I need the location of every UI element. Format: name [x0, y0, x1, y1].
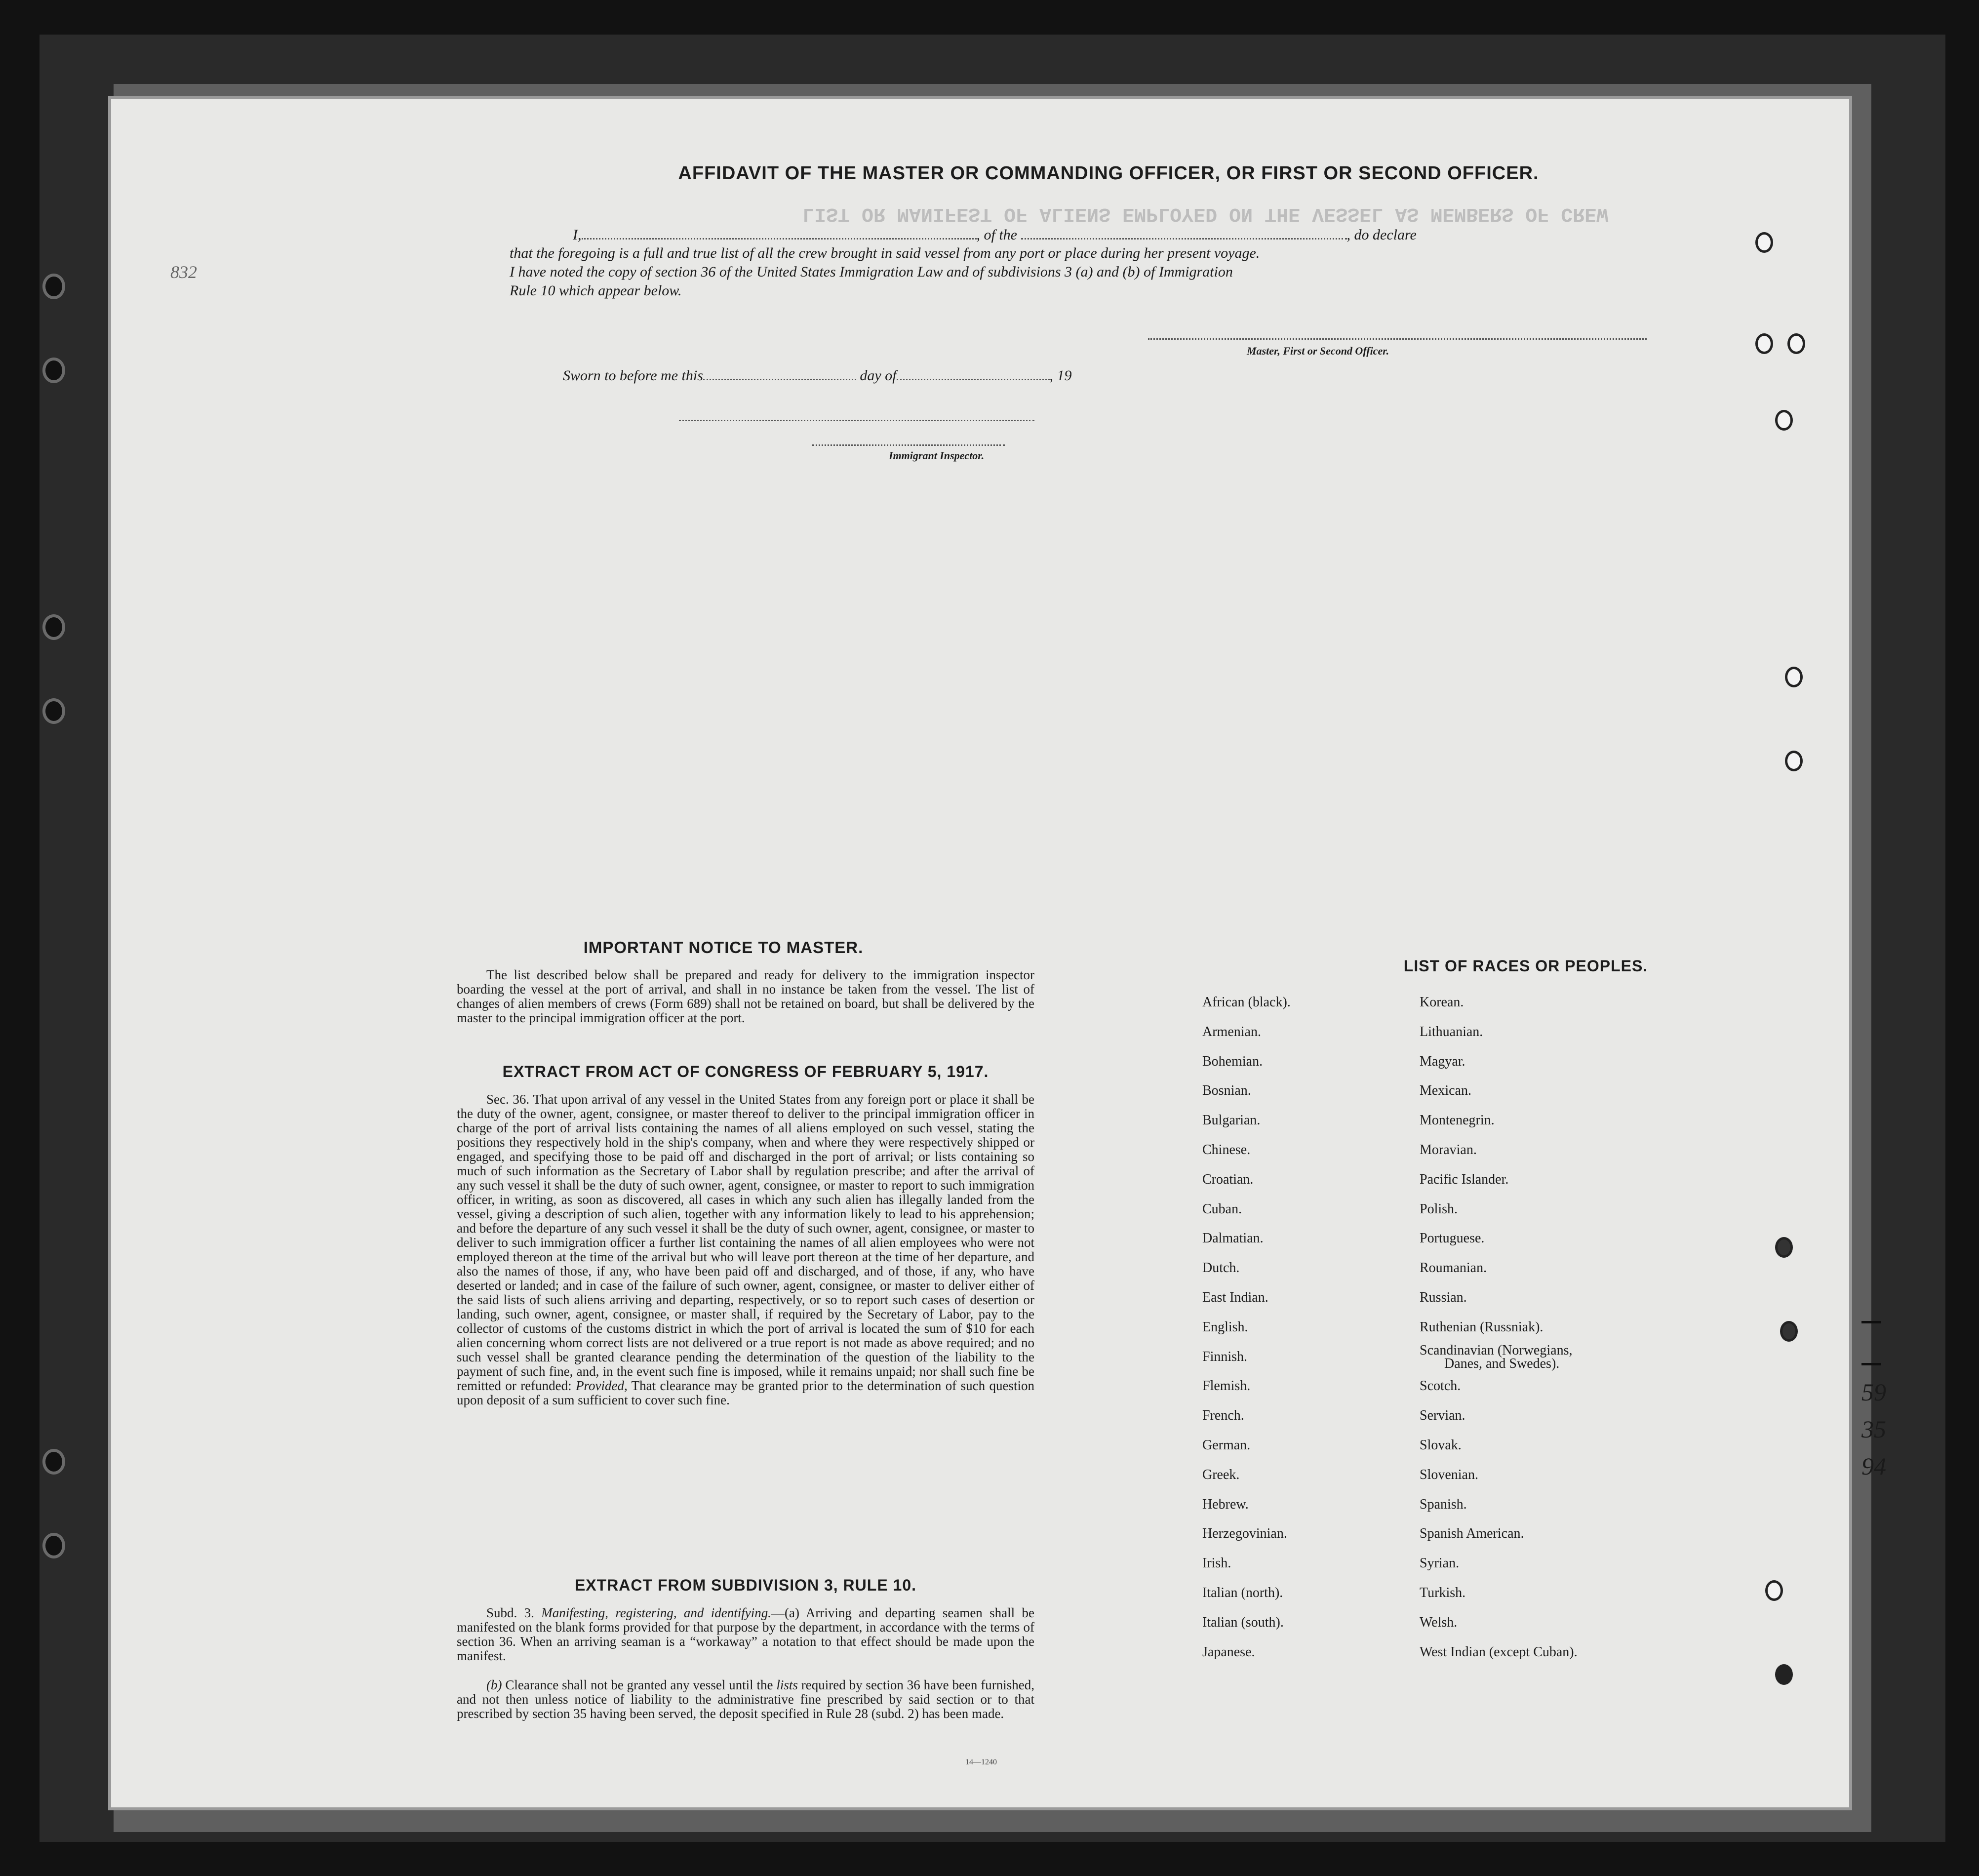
- race-item: Bosnian.: [1202, 1083, 1251, 1099]
- race-item: Japanese.: [1202, 1644, 1255, 1660]
- inspector-signature-line-2: [812, 444, 1005, 446]
- notice-heading: IMPORTANT NOTICE TO MASTER.: [583, 938, 864, 957]
- races-heading: LIST OF RACES OR PEOPLES.: [1403, 957, 1648, 975]
- inspector-signature-label: Immigrant Inspector.: [889, 449, 985, 462]
- race-item: Montenegrin.: [1420, 1113, 1495, 1128]
- section-label: Sec. 36.: [486, 1092, 530, 1107]
- bleed-through-header: LIST OR MANIFEST OF ALIENS EMPLOYED ON THE VESSEL AS MEMBERS OF CREW: [802, 202, 1609, 225]
- race-item: Irish.: [1202, 1556, 1231, 1571]
- punch-ring: [1755, 333, 1773, 354]
- stamp-number: 832: [170, 262, 197, 282]
- race-item: Slovenian.: [1420, 1467, 1478, 1482]
- punch-ring: [1765, 1580, 1783, 1601]
- affidavit-line-4: Rule 10 which appear below.: [510, 282, 682, 299]
- margin-number: 35: [1861, 1415, 1886, 1443]
- affidavit-line-3: I have noted the copy of section 36 of the United States Immigration Law and of subdivisions 3 (a) and (b) of Immigration: [510, 264, 1233, 280]
- rule-subdivision-b: (b) Clearance shall not be granted any vessel until the lists required by section 36 have been furnished, and not then unless notice of liability to the administrative fine prescribed by said section or to that prescribed by section 35 having been served, the deposit specified in Rule 28 (subd. 2) has been made.: [457, 1677, 1034, 1721]
- race-item: Flemish.: [1202, 1378, 1251, 1394]
- race-item: Spanish.: [1420, 1496, 1467, 1512]
- race-item: Bulgarian.: [1202, 1113, 1261, 1128]
- punch-ring: [1785, 667, 1803, 687]
- race-item: Scandinavian (Norwegians, Danes, and Swedes).: [1420, 1342, 1573, 1371]
- race-item: Armenian.: [1202, 1024, 1261, 1039]
- master-signature-label: Master, First or Second Officer.: [1247, 345, 1389, 357]
- affidavit-line-2: that the foregoing is a full and true list of all the crew brought in said vessel from any port or place during her present voyage.: [510, 245, 1260, 261]
- race-item: Roumanian.: [1420, 1260, 1487, 1276]
- races-list-right: [1420, 988, 1578, 1667]
- race-item: Italian (south).: [1202, 1614, 1284, 1630]
- inspector-signature-line: [679, 420, 1034, 421]
- race-item: Turkish.: [1420, 1585, 1466, 1600]
- race-item: Welsh.: [1420, 1614, 1458, 1630]
- race-item: Mexican.: [1420, 1083, 1471, 1099]
- master-signature-line: [1148, 338, 1647, 340]
- race-item: Cuban.: [1202, 1201, 1242, 1217]
- punch-ring: [1787, 333, 1805, 354]
- punch-ring: [1775, 1664, 1793, 1685]
- race-item: Syrian.: [1420, 1556, 1460, 1571]
- section-36-text: Sec. 36. That upon arrival of any vessel in the United States from any foreign port or place it shall be the duty of the owner, agent, consignee, or master thereof to deliver to the principal immigration officer in charge of the port of arrival lists containing the names of all aliens employed on such vessel, stating the positions they respectively hold in the ship's company, when and where they were respectively shipped or engaged, and specifying those to be paid off and discharged in the port of arrival; or lists containing so much of such information as the Secretary of Labor shall by regulation prescribe; and after the arrival of any such vessel it shall be the duty of such owner, agent, consignee, or master to report to such immigration officer, in writing, as soon as discovered, all cases in which any such alien has illegally landed from the vessel, giving a description of such alien, together with any information likely to lead to his apprehension; and before the departure of any such vessel it shall be the duty of such owner, agent, consignee, or master to deliver to such immigration officer a further list containing the names of all alien employees who were not employed thereon at the time of the arrival but who will leave port thereon at the time of her departure, and also the names of those, if any, who have been paid off and discharged, and of those, if any, who have deserted or landed; and in case of the failure of such owner, agent, consignee, or master to deliver either of the said lists of such aliens arriving and departing, respectively, or so to report such cases of desertion or landing, such owner, agent, consignee, or master shall, if required by the Secretary of Labor, pay to the collector of customs of the customs district in which the port of arrival is located the sum of $10 for each alien concerning whom correct lists are not delivered or a true report is not made as above required; and no such vessel shall be granted clearance pending the determination of the question of the liability to the payment of such fine, and, in the event such fine is imposed, while it remains unpaid; nor shall such fine be remitted or refunded: Provided, That clearance may be granted prior to the determination of such question upon deposit of a sum sufficient to cover such fine.: [457, 1092, 1035, 1407]
- race-item: West Indian (except Cuban).: [1420, 1644, 1578, 1660]
- affidavit-title: AFFIDAVIT OF THE MASTER OR COMMANDING OFFICER, OR FIRST OR SECOND OFFICER.: [678, 163, 1539, 184]
- affidavit-line-1: I, , of the , do declare: [573, 227, 1417, 243]
- race-item: Ruthenian (Russniak).: [1420, 1319, 1544, 1335]
- act-extract-heading: EXTRACT FROM ACT OF CONGRESS OF FEBRUARY 5, 1917.: [502, 1063, 989, 1080]
- binding-hole: [45, 277, 62, 296]
- margin-number: 94: [1861, 1452, 1886, 1480]
- race-item: Croatian.: [1202, 1171, 1254, 1187]
- race-item: German.: [1202, 1437, 1251, 1453]
- binding-hole: [45, 701, 62, 721]
- form-number: 14—1240: [965, 1758, 997, 1766]
- race-item: Bohemian.: [1202, 1053, 1263, 1069]
- punch-ring: [1775, 410, 1793, 431]
- binding-hole: [45, 360, 62, 380]
- punch-ring: [1775, 1237, 1793, 1258]
- race-item: Slovak.: [1420, 1437, 1462, 1453]
- race-item: Italian (north).: [1202, 1585, 1283, 1600]
- binding-hole: [45, 1536, 62, 1556]
- race-item: African (black).: [1202, 995, 1291, 1010]
- binding-hole: [45, 1452, 62, 1472]
- race-item: Dalmatian.: [1202, 1231, 1264, 1246]
- pencil-stroke: [1861, 1321, 1881, 1323]
- punch-ring: [1785, 751, 1803, 771]
- rule-extract-heading: EXTRACT FROM SUBDIVISION 3, RULE 10.: [574, 1576, 917, 1594]
- race-item: Greek.: [1202, 1467, 1240, 1482]
- race-item: Servian.: [1420, 1408, 1465, 1424]
- punch-ring: [1755, 232, 1773, 253]
- pencil-stroke: [1861, 1363, 1881, 1365]
- margin-number: 59: [1861, 1378, 1886, 1406]
- binding-hole: [45, 617, 62, 637]
- race-item: Portuguese.: [1420, 1231, 1485, 1246]
- race-item: English.: [1202, 1319, 1248, 1335]
- notice-body: The list described below shall be prepared and ready for delivery to the immigration inspector boarding the vessel at the port of arrival, and shall in no instance be taken from the vessel. The list of changes of alien members of crews (Form 689) shall not be retained on board, but shall be delivered by the master to the principal immigration officer at the port.: [457, 967, 1034, 1025]
- race-item: Lithuanian.: [1420, 1024, 1483, 1039]
- race-item: East Indian.: [1202, 1289, 1268, 1305]
- race-item: Russian.: [1420, 1289, 1467, 1305]
- sworn-line: Sworn to before me this day of , 19: [563, 367, 1072, 384]
- race-item: Moravian.: [1420, 1142, 1477, 1158]
- races-list-left: [1202, 988, 1291, 1667]
- race-item: Dutch.: [1202, 1260, 1240, 1276]
- race-item: Scotch.: [1420, 1378, 1461, 1394]
- race-item: Magyar.: [1420, 1053, 1465, 1069]
- manifest-back-page: [111, 99, 1849, 1807]
- race-item: Chinese.: [1202, 1142, 1251, 1158]
- rule-subdivision-a: Subd. 3. Manifesting, registering, and identifying.—(a) Arriving and departing seamen shall be manifested on the blank forms provided for that purpose by the department, in accordance with the terms of section 36. When an arriving seaman is a “workaway” a notation to that effect should be made upon the manifest.: [457, 1605, 1034, 1663]
- race-item: Polish.: [1420, 1201, 1458, 1217]
- race-item: Korean.: [1420, 995, 1464, 1010]
- race-item: French.: [1202, 1408, 1244, 1424]
- race-item: Pacific Islander.: [1420, 1171, 1509, 1187]
- punch-ring: [1780, 1321, 1798, 1342]
- race-item: Herzegovinian.: [1202, 1526, 1287, 1542]
- race-item: Finnish.: [1202, 1349, 1248, 1364]
- race-item: Spanish American.: [1420, 1526, 1524, 1542]
- race-item: Hebrew.: [1202, 1496, 1249, 1512]
